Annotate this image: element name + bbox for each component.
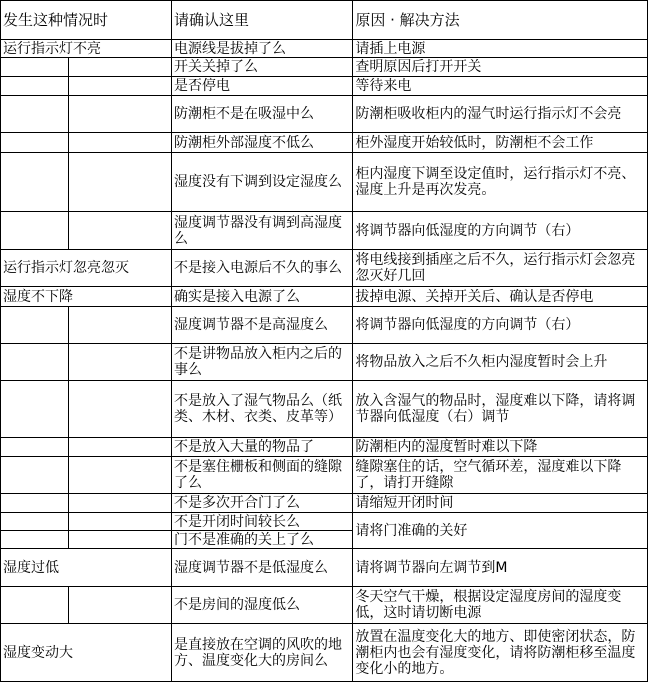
situation-cell: 运行指示灯不亮 [1, 40, 172, 58]
solution-cell: 拔掉电源、关掉开关后、确认是否停电 [353, 287, 648, 307]
check-cell: 湿度调节器没有调到高湿度么 [172, 212, 353, 250]
table-row [1, 549, 648, 587]
solution-cell: 放置在温度变化大的地方、即使密闭状态，防潮柜内也会有湿度变化，请将防潮柜移至温度变化小的地方。 [353, 624, 648, 682]
blank-cell [1, 438, 69, 457]
table-row [1, 513, 648, 531]
situation-cell: 湿度过低 [1, 549, 172, 587]
check-cell: 不是房间的湿度低么 [172, 587, 353, 624]
check-cell: 不是放入大量的物品了 [172, 438, 353, 457]
check-cell: 开关关掉了么 [172, 58, 353, 77]
header-check: 请确认这里 [172, 1, 353, 40]
blank-cell [68, 307, 171, 344]
table-row [1, 494, 648, 513]
blank-cell [68, 96, 171, 133]
blank-cell [1, 587, 69, 624]
check-cell: 是否停电 [172, 77, 353, 96]
table-row [1, 587, 648, 624]
solution-cell: 防潮柜吸收柜内的湿气时运行指示灯不会亮 [353, 96, 648, 133]
blank-cell [1, 96, 69, 133]
solution-cell: 将调节器向低湿度的方向调节（右） [353, 212, 648, 250]
situation-cell: 湿度不下降 [1, 287, 172, 307]
solution-cell: 等待来电 [353, 77, 648, 96]
check-cell: 门不是准确的关上了么 [172, 531, 353, 549]
header-solution: 原因 · 解决方法 [353, 1, 648, 40]
check-cell: 湿度调节器不是高湿度么 [172, 307, 353, 344]
blank-cell [68, 212, 171, 250]
blank-cell [68, 531, 171, 549]
solution-cell: 将调节器向低湿度的方向调节（右） [353, 307, 648, 344]
blank-cell [1, 513, 69, 531]
blank-cell [68, 513, 171, 531]
blank-cell [68, 438, 171, 457]
blank-cell [1, 77, 69, 96]
solution-cell: 请将门准确的关好 [353, 513, 648, 549]
check-cell: 不是多次开合门了么 [172, 494, 353, 513]
blank-cell [68, 77, 171, 96]
table-row [1, 307, 648, 344]
solution-cell: 柜内湿度下调至设定值时，运行指示灯不亮、湿度上升是再次发亮。 [353, 153, 648, 212]
table-row [1, 133, 648, 153]
blank-cell [68, 133, 171, 153]
table-row [1, 457, 648, 494]
check-cell: 确实是接入电源了么 [172, 287, 353, 307]
table-row [1, 287, 648, 307]
blank-cell [68, 381, 171, 438]
solution-cell: 缝隙塞住的话，空气循环差，湿度难以下降了，请打开缝隙 [353, 457, 648, 494]
check-cell: 不是开闭时间较长么 [172, 513, 353, 531]
situation-cell: 运行指示灯忽亮忽灭 [1, 250, 172, 287]
blank-cell [68, 494, 171, 513]
blank-cell [1, 344, 69, 381]
check-cell: 防潮柜不是在吸湿中么 [172, 96, 353, 133]
blank-cell [1, 494, 69, 513]
check-cell: 是直接放在空调的风吹的地方、温度变化大的房间么 [172, 624, 353, 682]
check-cell: 湿度没有下调到设定湿度么 [172, 153, 353, 212]
solution-cell: 将电线接到插座之后不久，运行指示灯会忽亮忽灭好几回 [353, 250, 648, 287]
header-situation: 发生这种情况时 [1, 1, 172, 40]
check-cell: 防潮柜外部湿度不低么 [172, 133, 353, 153]
solution-cell: 冬天空气干燥，根据设定湿度房间的湿度变低，这时请切断电源 [353, 587, 648, 624]
solution-cell: 将物品放入之后不久柜内湿度暂时会上升 [353, 344, 648, 381]
check-cell: 湿度调节器不是低湿度么 [172, 549, 353, 587]
check-cell: 不是塞住栅板和侧面的缝隙了么 [172, 457, 353, 494]
blank-cell [68, 587, 171, 624]
table-row [1, 212, 648, 250]
table-row [1, 624, 648, 682]
blank-cell [1, 153, 69, 212]
blank-cell [68, 457, 171, 494]
check-cell: 不是接入电源后不久的事么 [172, 250, 353, 287]
solution-cell: 放入含湿气的物品时，湿度难以下降，请将调节器向低湿度（右）调节 [353, 381, 648, 438]
table-row [1, 96, 648, 133]
table-row [1, 77, 648, 96]
blank-cell [1, 457, 69, 494]
solution-cell: 查明原因后打开开关 [353, 58, 648, 77]
table-row [1, 381, 648, 438]
blank-cell [1, 307, 69, 344]
table-row [1, 58, 648, 77]
solution-cell: 请缩短开闭时间 [353, 494, 648, 513]
situation-cell: 湿度变动大 [1, 624, 172, 682]
table-row [1, 40, 648, 58]
blank-cell [1, 58, 69, 77]
solution-cell: 请将调节器向左调节到M [353, 549, 648, 587]
header-row [1, 1, 648, 40]
check-cell: 电源线是拔掉了么 [172, 40, 353, 58]
table-row [1, 153, 648, 212]
solution-cell: 柜外湿度开始较低时，防潮柜不会工作 [353, 133, 648, 153]
blank-cell [1, 531, 69, 549]
table-row [1, 344, 648, 381]
table-row [1, 438, 648, 457]
blank-cell [68, 58, 171, 77]
blank-cell [1, 212, 69, 250]
table-row [1, 250, 648, 287]
solution-cell: 请插上电源 [353, 40, 648, 58]
check-cell: 不是放入了湿气物品么（纸类、木材、衣类、皮革等） [172, 381, 353, 438]
solution-cell: 防潮柜内的湿度暂时难以下降 [353, 438, 648, 457]
blank-cell [68, 344, 171, 381]
check-cell: 不是讲物品放入柜内之后的事么 [172, 344, 353, 381]
blank-cell [68, 153, 171, 212]
blank-cell [1, 133, 69, 153]
blank-cell [1, 381, 69, 438]
